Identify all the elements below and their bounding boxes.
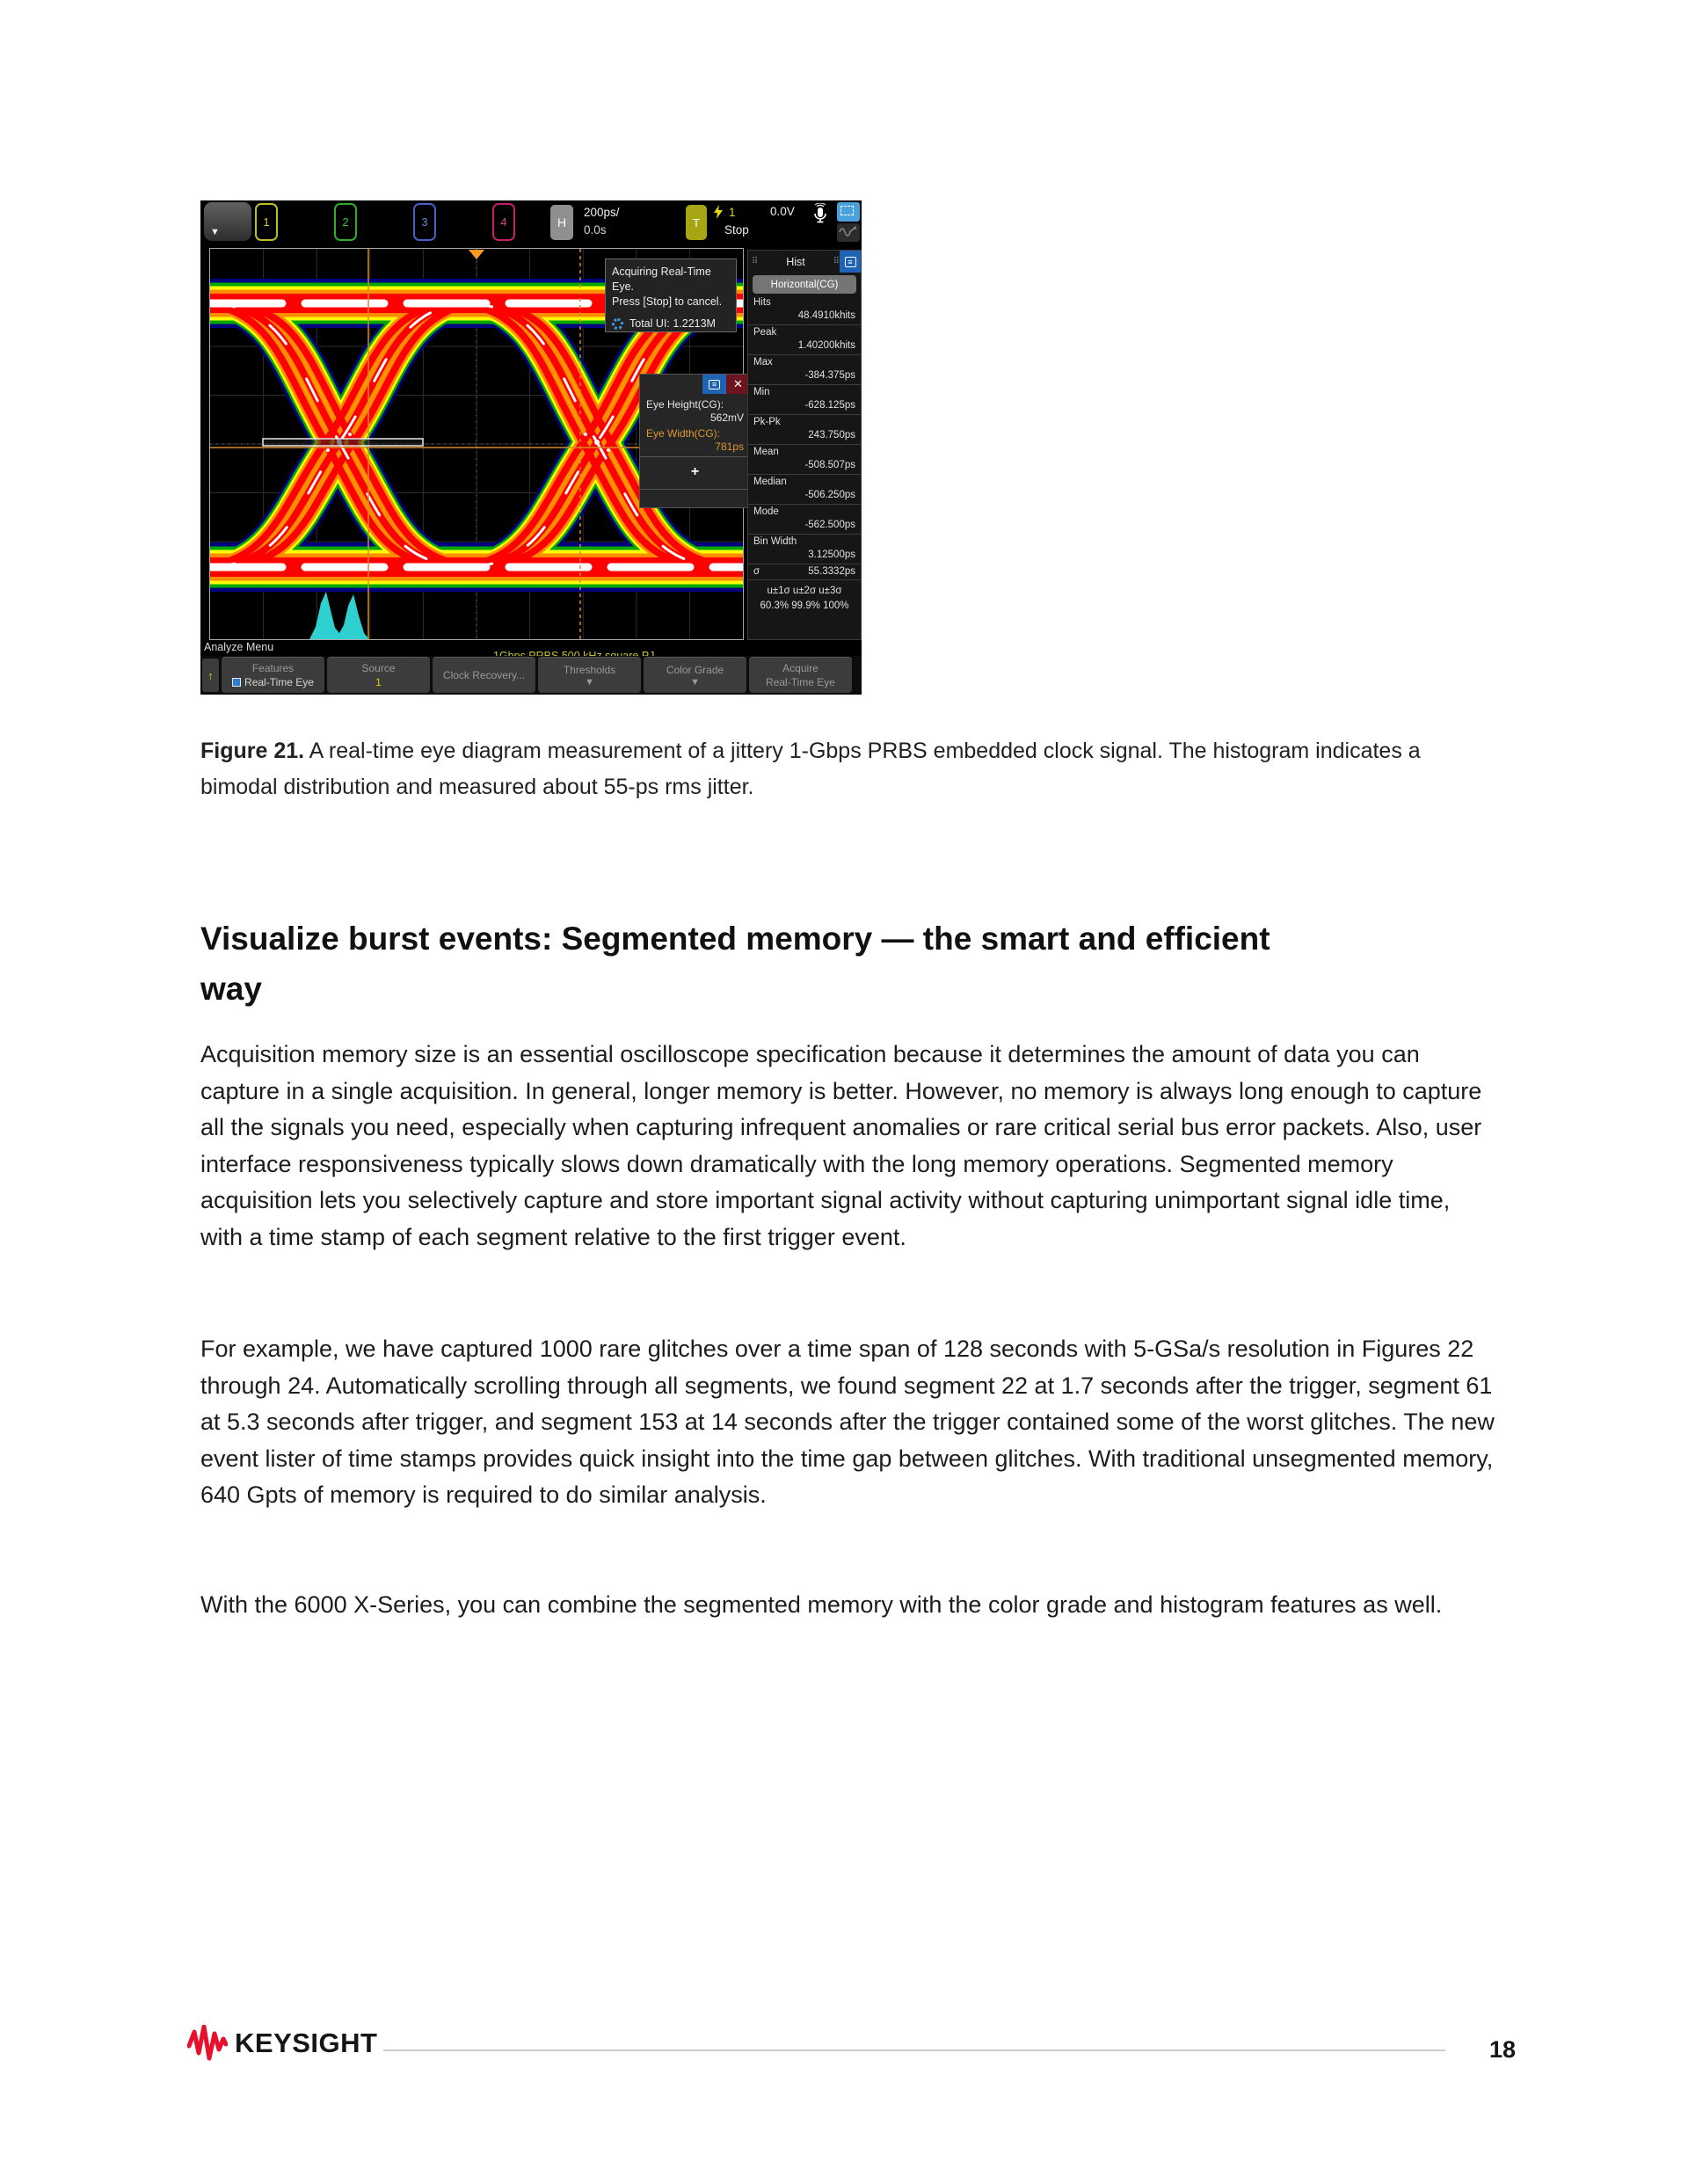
- stat-row: [748, 355, 861, 385]
- softkey-source[interactable]: [327, 657, 430, 693]
- stat-label: Median: [753, 477, 787, 487]
- sigma-percent-values: 60.3% 99.9% 100%: [760, 601, 849, 611]
- stat-row: [748, 295, 861, 325]
- channel-4-button[interactable]: 4: [492, 203, 515, 241]
- softkey-top-label: Source: [361, 662, 396, 674]
- add-measurement-button[interactable]: +: [690, 464, 700, 479]
- stat-row: [748, 475, 861, 505]
- microphone-icon[interactable]: [812, 203, 828, 229]
- sigma-headers: u±1σ u±2σ u±3σ: [767, 586, 842, 596]
- hist-panel-title: Hist: [786, 255, 805, 268]
- scope-menu-drop-button[interactable]: [204, 202, 251, 241]
- softkey-top-label: Features: [251, 662, 295, 674]
- stat-label: Min: [753, 387, 770, 397]
- trigger-edge-icon: [714, 205, 723, 219]
- softkey-features[interactable]: [222, 657, 324, 693]
- softkey-bottom-label: Real-Time Eye: [766, 676, 835, 688]
- waveform-arrow-icon: [837, 223, 858, 240]
- stat-value: 48.4910khits: [797, 310, 855, 321]
- trigger-readout: [714, 205, 736, 219]
- stat-value: -384.375ps: [804, 370, 855, 381]
- acquiring-dialog: [605, 258, 737, 332]
- menu-icon: ≡: [845, 257, 856, 267]
- run-state: Stop: [724, 223, 749, 237]
- checkbox-icon: [232, 678, 241, 687]
- softkey-bottom-label: Real-Time Eye: [244, 676, 314, 688]
- brand-name: KEYSIGHT: [235, 2027, 378, 2058]
- stat-label: Peak: [753, 327, 777, 338]
- measurement-dialog: [639, 374, 751, 508]
- channel-2-button[interactable]: 2: [334, 203, 357, 241]
- figure-caption-label: Figure 21.: [200, 739, 305, 763]
- acquiring-line1: Acquiring Real-Time Eye.: [612, 266, 711, 293]
- softkey-top-label: Color Grade: [666, 664, 724, 676]
- stat-value: 1.40200khits: [797, 340, 855, 351]
- stat-label: Hits: [753, 297, 771, 308]
- stat-label: Bin Width: [753, 536, 797, 547]
- footer-divider: [383, 2049, 1445, 2051]
- stat-row: [748, 385, 861, 415]
- drag-handle-icon[interactable]: ⠿: [833, 257, 840, 266]
- histogram-window-bar[interactable]: [263, 439, 423, 446]
- timebase-delay: 0.0s: [584, 223, 607, 237]
- drag-handle-icon[interactable]: ⠿: [752, 257, 759, 266]
- section-heading: Visualize burst events: Segmented memory — the smart and efficient way: [200, 920, 1270, 1007]
- measurement-close-button[interactable]: [726, 375, 750, 394]
- stat-value: -562.500ps: [804, 520, 855, 530]
- softkey-top-label: Acquire: [782, 662, 819, 674]
- time-reference-marker[interactable]: [469, 250, 484, 259]
- eye-height-label: Eye Height(CG):: [646, 398, 724, 411]
- stat-row: [748, 535, 861, 564]
- softkey-acquire[interactable]: [749, 657, 852, 693]
- figure-caption: [200, 733, 1493, 805]
- channel-3-button[interactable]: 3: [413, 203, 436, 241]
- stat-row: [748, 505, 861, 535]
- stat-row: [748, 415, 861, 445]
- softkey-label: Clock Recovery...: [442, 669, 526, 681]
- sigma-value: 55.3332ps: [808, 566, 855, 577]
- divider: [640, 456, 750, 457]
- menu-icon: ≡: [709, 380, 720, 389]
- hist-mode-button[interactable]: Horizontal(CG): [753, 275, 856, 294]
- stat-label: Max: [753, 357, 773, 368]
- up-arrow-icon: ↑: [207, 668, 214, 682]
- eye-height-value: 562mV: [709, 411, 744, 424]
- selection-tool-button[interactable]: [837, 202, 860, 222]
- page-number: 18: [1488, 2036, 1516, 2063]
- timebase-scale: 200ps/: [584, 206, 620, 219]
- stat-value: 3.12500ps: [808, 550, 855, 560]
- analyze-menu-title: Analyze Menu: [204, 641, 274, 653]
- spinner-icon: [612, 318, 623, 330]
- horizontal-button[interactable]: H: [550, 205, 573, 240]
- body-paragraph: With the 6000 X-Series, you can combine the segmented memory with the color grade and histogram features as well.: [200, 1591, 1443, 1618]
- scope-top-bar: [200, 200, 862, 244]
- stat-value: 243.750ps: [808, 430, 855, 440]
- acquiring-line2: Press [Stop] to cancel.: [612, 295, 723, 308]
- sigma-label: σ: [753, 566, 760, 577]
- softkey-bottom-label: 1: [375, 676, 382, 688]
- eye-width-value: 781ps: [715, 440, 744, 453]
- stat-value: -628.125ps: [804, 400, 855, 411]
- waveform-tool-button[interactable]: [837, 223, 860, 242]
- figure-caption-text: A real-time eye diagram measurement of a jittery 1-Gbps PRBS embedded clock signal. The histogram indicates a bimodal distribution and measured about 55-ps rms jitter.: [200, 739, 1421, 799]
- softkey-top-label: Thresholds: [563, 664, 616, 676]
- stat-value: -508.507ps: [804, 460, 855, 470]
- stat-row: [748, 445, 861, 475]
- sigma-stat-row: [748, 564, 861, 580]
- histogram-stats-panel: [747, 250, 862, 640]
- measurement-menu-button[interactable]: [702, 375, 726, 394]
- trigger-level: 0.0V: [770, 205, 795, 218]
- total-ui-readout: Total UI: 1.2213M: [629, 317, 716, 330]
- softkey-clock-recovery[interactable]: [433, 657, 535, 693]
- close-icon: ✕: [733, 377, 743, 390]
- softkey-thresholds[interactable]: [538, 657, 641, 693]
- keysight-logo: [187, 2025, 377, 2062]
- softkey-menu: [200, 656, 862, 695]
- stat-value: -506.250ps: [804, 490, 855, 500]
- body-paragraph: For example, we have captured 1000 rare glitches over a time span of 128 seconds with 5-GSa/s resolution in Figures 22 through 24. Automatically scrolling through all segments, we found segment 22 at 1.7 seconds after the trigger, segment 61 at 5.3 seconds after trigger, and segment 153 at 14 seconds after the trigger contained some of the worst glitches. The new event lister of time stamps provides quick insight into the time gap between glitches. With traditional unsegmented memory, 640 Gpts of memory is required to do similar analysis.: [200, 1336, 1495, 1508]
- down-arrow-icon: ▼: [690, 677, 700, 688]
- channel-1-button[interactable]: 1: [255, 203, 278, 241]
- menu-back-button[interactable]: [202, 659, 219, 692]
- selection-rect-icon: [840, 206, 854, 215]
- chevron-down-icon: ▼: [210, 227, 220, 237]
- stat-label: Mode: [753, 506, 779, 517]
- softkey-color-grade[interactable]: [644, 657, 746, 693]
- oscilloscope-screenshot: [200, 200, 862, 695]
- jitter-histogram: [309, 592, 369, 639]
- sigma-percentages: [748, 580, 861, 617]
- trigger-button[interactable]: T: [686, 205, 707, 240]
- keysight-waveform-icon: [187, 2025, 228, 2062]
- trigger-source: 1: [729, 205, 736, 219]
- body-paragraph: Acquisition memory size is an essential oscilloscope specification because it determines the amount of data you can capture in a single acquisition. In general, longer memory is better. However, no memory is always long enough to capture all the signals you need, especially when capturing infrequent anomalies or rare critical serial bus error packets. Also, user interface responsiveness typically slows down dramatically with the long memory operations. Segmented memory acquisition lets you selectively capture and store important signal activity without capturing unimportant signal idle time, with a time stamp of each segment relative to the first trigger event.: [200, 1041, 1482, 1250]
- stat-label: Mean: [753, 447, 779, 457]
- divider: [640, 489, 750, 490]
- down-arrow-icon: ▼: [585, 677, 594, 688]
- stat-row: [748, 325, 861, 355]
- eye-width-label: Eye Width(CG):: [646, 427, 721, 440]
- timebase-readout: [584, 204, 620, 239]
- hist-menu-button[interactable]: [840, 251, 861, 273]
- stat-label: Pk-Pk: [753, 417, 781, 427]
